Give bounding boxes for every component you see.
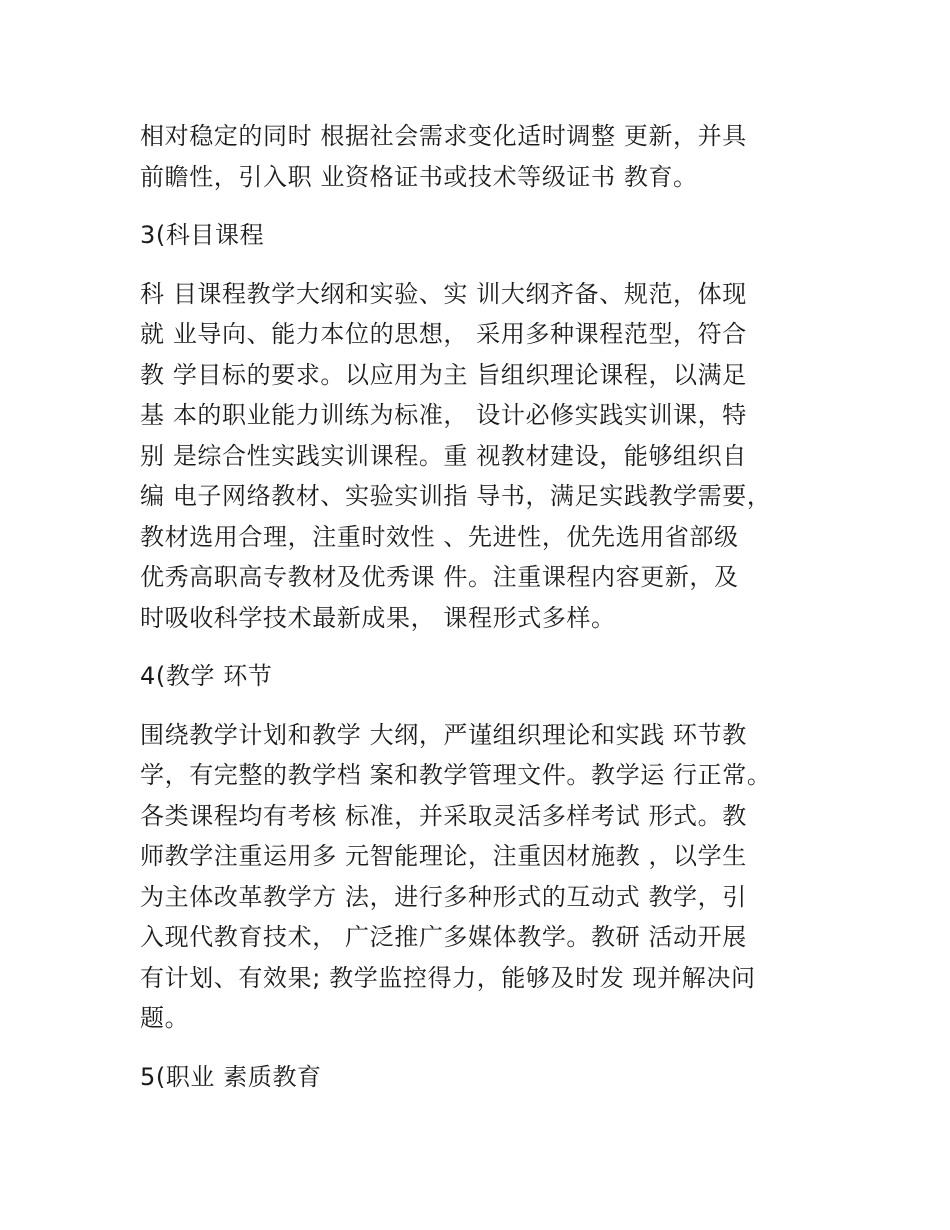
document-body bbox=[140, 116, 830, 1097]
paragraph-line: 就 业导向、能力本位的思想， 采用多种课程范型，符合 bbox=[140, 320, 747, 348]
paragraph-line: 基 本的职业能力训练为标准， 设计必修实践实训课，特 bbox=[140, 401, 747, 429]
paragraph-line: 别 是综合性实践实训课程。重 视教材建设，能够组织自 bbox=[140, 441, 747, 470]
paragraph-line: 教材选用合理，注重时效性 、先进性，优先选用省部级 bbox=[140, 522, 739, 551]
paragraph-line: 教 学目标的要求。以应用为主 旨组织理论课程，以满足 bbox=[140, 360, 747, 389]
paragraph-line: 有计划、有效果; 教学监控得力，能够及时发 现并解决问 bbox=[140, 963, 756, 992]
paragraph-line: 师教学注重运用多 元智能理论，注重因材施教 ，以学生 bbox=[140, 842, 747, 870]
paragraph-subject-courses bbox=[140, 274, 830, 639]
section-heading-vocational-quality: 5(职业 素质教育 bbox=[140, 1062, 322, 1091]
paragraph-line: 优秀高职高专教材及优秀课 件。注重课程内容更新，及 bbox=[140, 563, 739, 591]
section-heading-subject-courses: 3(科目课程 bbox=[140, 221, 265, 249]
paragraph-line: 时吸收科学技术最新成果， 课程形式多样。 bbox=[140, 603, 616, 632]
paragraph-line: 前瞻性，引入职 业资格证书或技术等级证书 教育。 bbox=[140, 162, 698, 191]
section-heading-teaching-process: 4(教学 环节 bbox=[140, 662, 273, 690]
paragraph-line: 为主体改革教学方 法，进行多种形式的互动式 教学，引 bbox=[140, 882, 747, 911]
paragraph-line: 题。 bbox=[140, 1004, 190, 1032]
paragraph-line: 科 目课程教学大纲和实验、实 训大纲齐备、规范，体现 bbox=[140, 279, 747, 308]
paragraph-line: 学，有完整的教学档 案和教学管理文件。教学运 行正常。 bbox=[140, 761, 772, 789]
paragraph-line: 各类课程均有考核 标准，并采取灵活多样考试 形式。教 bbox=[140, 801, 747, 830]
paragraph-line: 围绕教学计划和教学 大纲，严谨组织理论和实践 环节教 bbox=[140, 720, 747, 749]
paragraph-line: 相对稳定的同时 根据社会需求变化适时调整 更新，并具 bbox=[140, 122, 747, 150]
paragraph-line: 入现代教育技术， 广泛推广多媒体教学。教研 活动开展 bbox=[140, 923, 747, 951]
paragraph-line: 编 电子网络教材、实验实训指 导书，满足实践教学需要， bbox=[140, 482, 772, 510]
paragraph-curriculum-update bbox=[140, 116, 830, 197]
paragraph-teaching-process bbox=[140, 715, 830, 1039]
